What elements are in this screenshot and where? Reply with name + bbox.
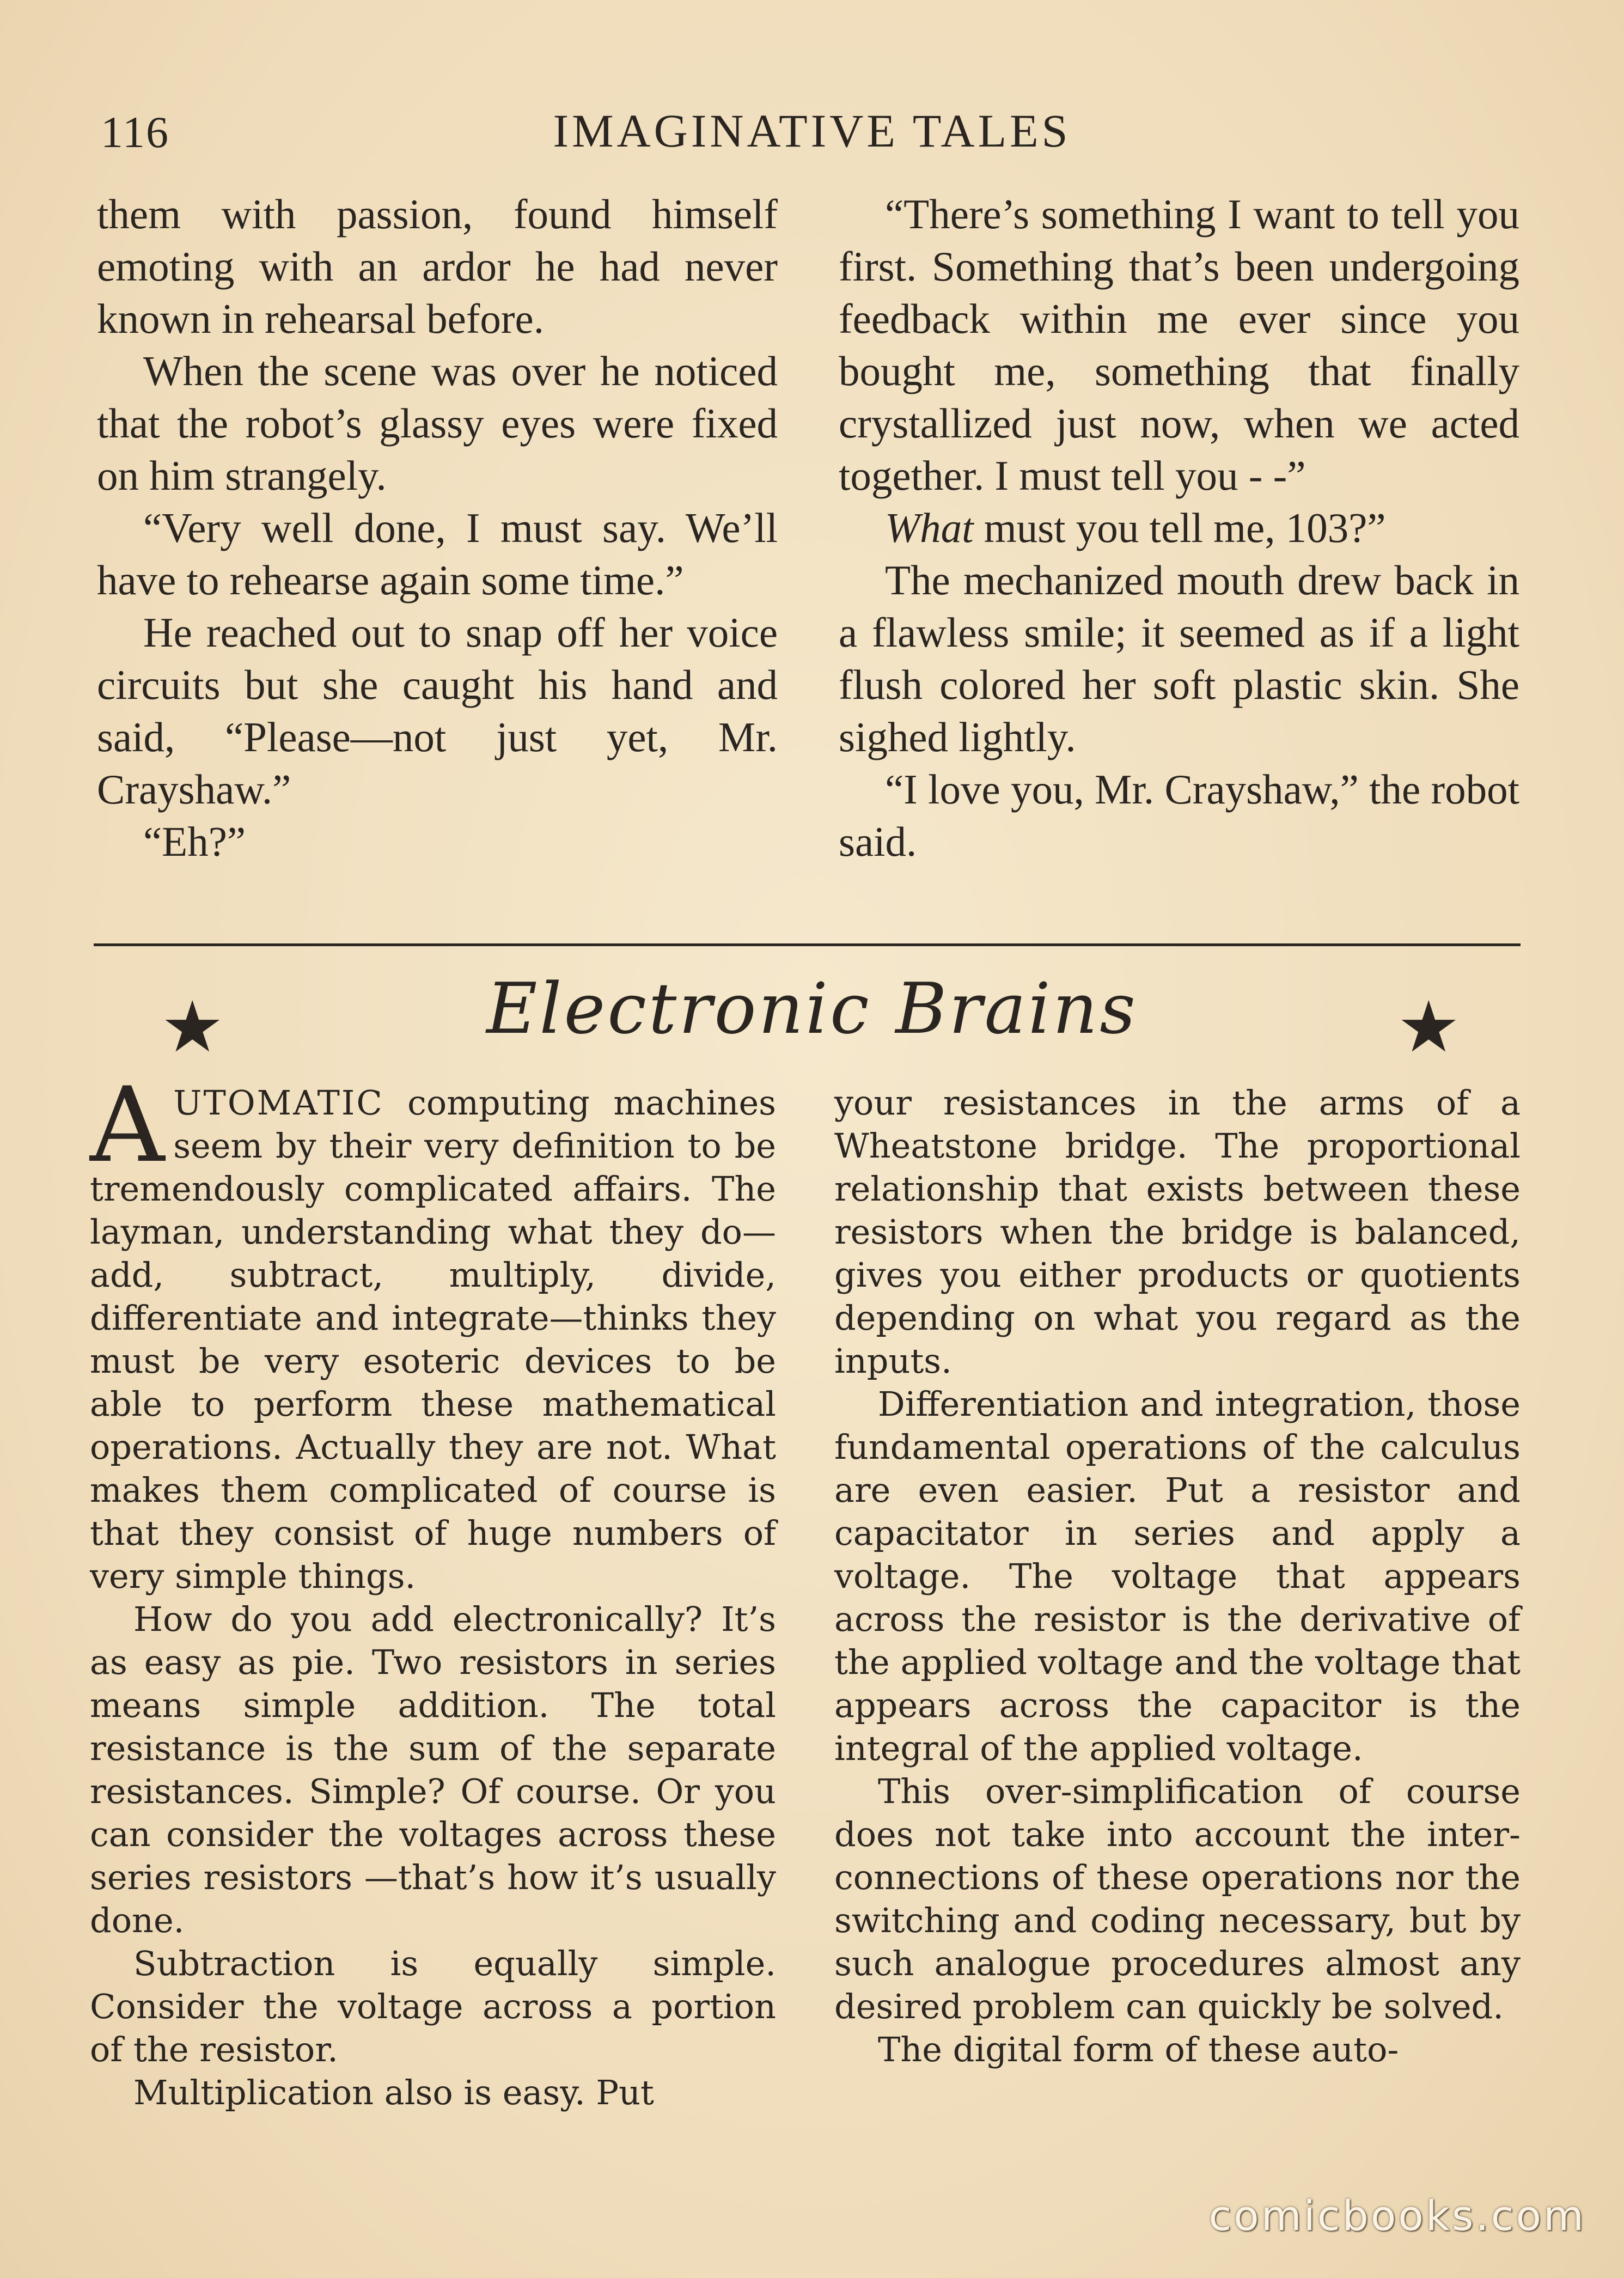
article-paragraph: How do you add electronically? It’s as easy as pie. Two resistors in series means simple addition. The total resistance is the sum of the separate resistances. Simple? Of course. Or you can consider the voltages across these series resistors —that’s how it’s usually done. bbox=[90, 1599, 776, 1940]
story-paragraph: “There’s something I want to tell you first. Something that’s been undergoing feedback within me ever since you bought me, something that finally crystallized just now, when we acted together. I must tell you - -” bbox=[839, 191, 1519, 499]
article-title: Electronic Brains bbox=[486, 969, 1138, 1050]
story-right-column bbox=[839, 188, 1519, 868]
article-right-column bbox=[834, 1081, 1521, 2071]
drop-cap: A bbox=[90, 1065, 165, 1185]
article-text: computing machines seem by their very definition to be tremendously complicated affairs. The layman, understanding what they do—add, subtract, multiply, divide, differentiate and integrate—thinks they must be very esoteric devices to be able to perform these mathematical operations. Actually they are not. What makes them complicated of course is that they consist of huge numbers of very simple things. bbox=[90, 1083, 776, 1596]
story-paragraph: He reached out to snap off her voice circuits but she caught his hand and said, “Please—not just yet, Mr. Crayshaw.” bbox=[97, 609, 778, 813]
star-icon: ★ bbox=[161, 985, 224, 1068]
watermark: comicbooks.com bbox=[1208, 2191, 1586, 2240]
story-left-column bbox=[97, 188, 778, 868]
story-paragraph: “Very well done, I must say. We’ll have to rehearse again some time.” bbox=[97, 504, 778, 604]
section-divider bbox=[94, 943, 1521, 946]
story-paragraph: them with passion, found himself emoting with an ardor he had never known in rehearsal before. bbox=[97, 191, 778, 342]
article-paragraph: This over-simplification of course does not take into account the inter-connections of these operations nor the switching and coding necessary, but by such analogue procedures almost any desired problem can quickly be solved. bbox=[834, 1771, 1521, 2026]
article-paragraph: Differentiation and integration, those fundamental operations of the calculus are even easier. Put a resistor and capacitator in series and apply a voltage. The voltage that appears across the resistor is the derivative of the applied voltage and the voltage that appears across the capacitor is the integral of the applied voltage. bbox=[834, 1384, 1521, 1768]
article-paragraph: The digital form of these auto- bbox=[878, 2030, 1399, 2069]
story-paragraph: “I love you, Mr. Crayshaw,” the robot said. bbox=[839, 766, 1519, 865]
article-paragraph: Multiplication also is easy. Put bbox=[133, 2073, 654, 2112]
running-head-title: IMAGINATIVE TALES bbox=[553, 105, 1071, 157]
article-paragraph: your resistances in the arms of a Wheatstone bridge. The proportional relationship that exists between these resistors when the bridge is balanced, gives you either products or quotients depending on what you regard as the inputs. bbox=[834, 1083, 1521, 1381]
story-paragraph: “Eh?” bbox=[143, 818, 246, 865]
page-number: 116 bbox=[101, 107, 169, 157]
story-paragraph: When the scene was over he noticed that the robot’s glassy eyes were fixed on him strangely. bbox=[97, 348, 778, 499]
story-paragraph bbox=[839, 502, 1519, 554]
article-paragraph: Subtraction is equally simple. Consider the voltage across a portion of the resistor. bbox=[90, 1944, 776, 2069]
story-text: must you tell me, 103?” bbox=[973, 504, 1386, 551]
article-paragraph bbox=[90, 1065, 776, 1598]
article-left-column bbox=[90, 1065, 776, 2114]
lead-in-caps: UTOMATIC bbox=[173, 1083, 384, 1123]
star-icon: ★ bbox=[1397, 985, 1461, 1068]
emphasis-what: What bbox=[885, 504, 974, 551]
story-paragraph: The mechanized mouth drew back in a flawless smile; it seemed as if a light flush colored her soft plastic skin. She sighed lightly. bbox=[839, 557, 1519, 760]
